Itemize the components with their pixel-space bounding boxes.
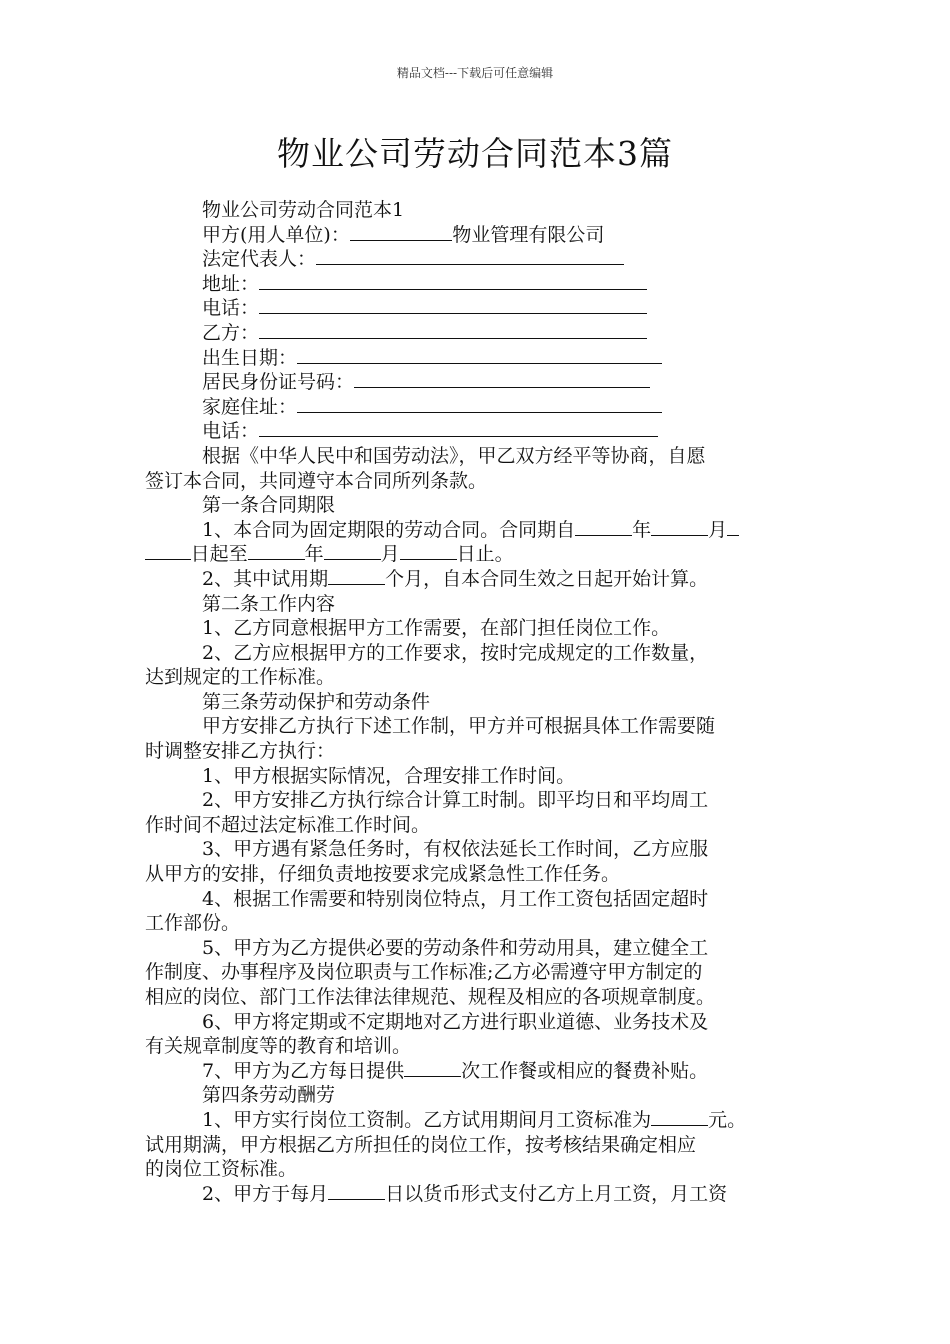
paragraph-line: 1、乙方同意根据甲方工作需要，在部门担任岗位工作。 <box>202 617 671 640</box>
paragraph-line: 时调整安排乙方执行： <box>145 740 336 763</box>
paragraph-line: 4、根据工作需要和特别岗位特点，月工作工资包括固定超时 <box>202 887 709 910</box>
fill-in-blank <box>651 521 708 536</box>
paragraph-line: 试用期满，甲方根据乙方所担任的岗位工作，按考核结果确定相应 <box>145 1133 697 1156</box>
fill-in-blank <box>575 521 632 536</box>
paragraph-line: 2、甲方安排乙方执行综合计算工时制。即平均日和平均周工 <box>202 789 709 812</box>
document-body <box>145 198 820 1206</box>
paragraph-line: 根据《中华人民中和国劳动法》，甲乙双方经平等协商，自愿 <box>202 444 706 467</box>
fill-in-blank <box>145 545 191 560</box>
document-title: 物业公司劳动合同范本3篇 <box>277 134 673 173</box>
paragraph-line: 1、本合同为固定期限的劳动合同。合同期自 年 月 <box>145 518 820 543</box>
paragraph-line: 有关规章制度等的教育和培训。 <box>145 1035 412 1058</box>
paragraph-line: 第三条劳动保护和劳动条件 <box>202 690 431 713</box>
paragraph-line: 相应的岗位、部门工作法律法律规范、规程及相应的各项规章制度。 <box>145 986 716 1008</box>
form-field-line: 物业公司劳动合同范本1 <box>202 199 405 221</box>
fill-in-blank <box>259 275 647 290</box>
form-field-line: 地址： <box>145 272 820 297</box>
fill-in-blank <box>651 1111 708 1126</box>
paragraph-line: 作时间不超过法定标准工作时间。 <box>145 813 431 836</box>
paragraph-line: 3、甲方遇有紧急任务时，有权依法延长工作时间，乙方应服 <box>202 838 709 861</box>
form-field-line: 乙方： <box>145 321 820 346</box>
paragraph-line: 第四条劳动酬劳 <box>202 1084 336 1107</box>
form-field-line: 法定代表人： <box>145 247 820 272</box>
fill-in-blank <box>259 324 647 339</box>
fill-in-blank <box>328 570 385 585</box>
fill-in-blank <box>259 422 658 437</box>
form-field-line: 家庭住址： <box>145 395 820 420</box>
form-field-line: 电话： <box>145 296 820 321</box>
paragraph-line: 第二条工作内容 <box>202 592 336 615</box>
paragraph-line: 日起至 年 月 日止。 <box>145 542 820 567</box>
paragraph-line: 2、乙方应根据甲方的工作要求，按时完成规定的工作数量， <box>202 641 709 664</box>
paragraph-line: 第一条合同期限 <box>202 494 336 517</box>
form-field-line: 居民身份证号码： <box>145 370 820 395</box>
fill-in-blank <box>727 521 738 536</box>
paragraph-line: 的岗位工资标准。 <box>145 1158 298 1181</box>
form-field-line: 电话： <box>145 419 820 444</box>
paragraph-line: 1、甲方根据实际情况，合理安排工作时间。 <box>202 764 576 787</box>
form-field-line: 甲方(用人单位)： 物业管理有限公司 <box>202 223 605 246</box>
paragraph-line: 作制度、办事程序及岗位职责与工作标准;乙方必需遵守甲方制定的 <box>145 961 703 984</box>
paragraph-line: 1、甲方实行岗位工资制。乙方试用期间月工资标准为 元。 <box>202 1108 747 1131</box>
fill-in-blank <box>248 545 305 560</box>
fill-in-blank <box>297 349 662 364</box>
fill-in-blank <box>404 1062 461 1077</box>
fill-in-blank <box>297 398 662 413</box>
form-field-line: 出生日期： <box>145 346 820 371</box>
fill-in-blank <box>324 545 381 560</box>
paragraph-line: 5、甲方为乙方提供必要的劳动条件和劳动用具，建立健全工 <box>202 936 709 959</box>
paragraph-line: 2、其中试用期 个月，自本合同生效之日起开始计算。 <box>202 567 709 590</box>
paragraph-line: 甲方安排乙方执行下述工作制，甲方并可根据具体工作需要随 <box>202 715 716 738</box>
fill-in-blank <box>400 545 457 560</box>
fill-in-blank <box>354 373 650 388</box>
fill-in-blank <box>328 1185 385 1200</box>
fill-in-blank <box>316 250 624 265</box>
paragraph-line: 从甲方的安排，仔细负责地按要求完成紧急性工作任务。 <box>145 863 621 886</box>
paragraph-line: 7、甲方为乙方每日提供 次工作餐或相应的餐费补贴。 <box>202 1059 709 1082</box>
fill-in-blank <box>350 226 453 241</box>
paragraph-line: 6、甲方将定期或不定期地对乙方进行职业道德、业务技术及 <box>202 1010 709 1033</box>
paragraph-line: 2、甲方于每月 日以货币形式支付乙方上月工资，月工资 <box>202 1182 728 1205</box>
paragraph-line: 签订本合同，共同遵守本合同所列条款。 <box>145 469 488 492</box>
paragraph-line: 工作部份。 <box>145 912 241 935</box>
page-header: 精品文档---下载后可任意编辑 <box>396 66 554 80</box>
paragraph-line: 达到规定的工作标准。 <box>145 666 336 689</box>
fill-in-blank <box>259 299 647 314</box>
